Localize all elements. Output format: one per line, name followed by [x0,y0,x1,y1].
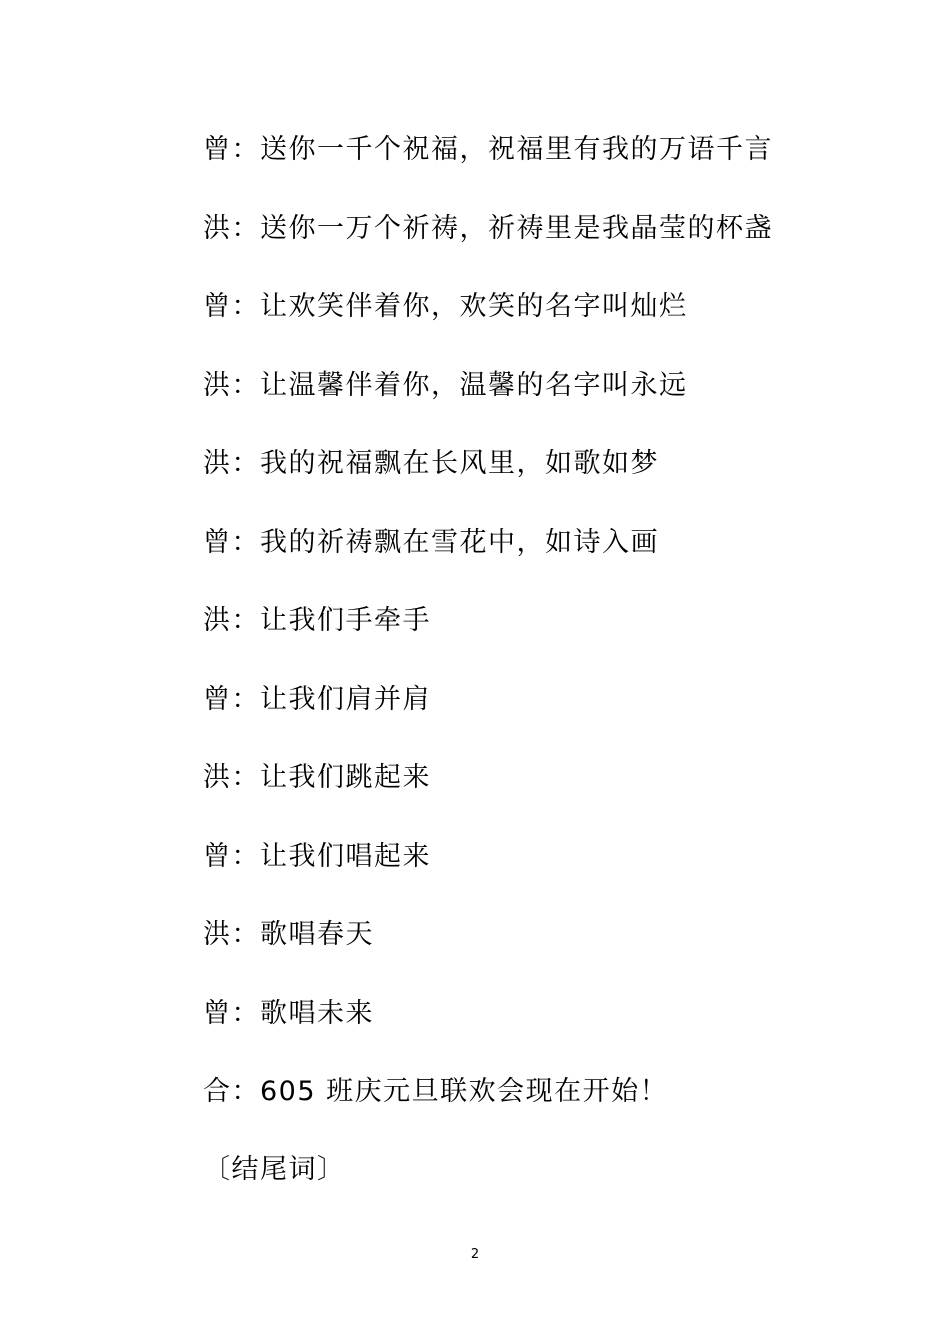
dialogue-line [203,285,903,364]
speaker-name: 曾 [203,683,232,715]
dialogue-line [203,992,903,1071]
section-heading: 〔结尾词〕 [203,1154,346,1185]
line-text: 让我们唱起来 [260,840,431,872]
speaker-name: 洪 [203,212,232,244]
line-text: 我的祝福飘在长风里，如歌如梦 [260,448,659,479]
speaker-separator: ： [231,212,260,244]
speaker-separator: ： [231,997,260,1029]
speaker-name: 洪 [203,448,232,479]
speaker-separator: ： [231,605,260,636]
dialogue-line [203,442,903,521]
line-text: 让我们手牵手 [260,605,431,636]
dialogue-lines [203,128,903,1149]
speaker-separator: ： [231,762,260,793]
dialogue-line [203,835,903,914]
speaker-separator: ： [231,683,260,715]
dialogue-line [203,128,903,207]
speaker-name: 洪 [203,369,232,401]
line-text: 送你一千个祝福，祝福里有我的万语千言 [260,134,773,165]
line-text: 送你一万个祈祷，祈祷里是我晶莹的杯盏 [260,212,773,244]
dialogue-line [203,364,903,443]
line-text: 让欢笑伴着你，欢笑的名字叫灿烂 [260,291,688,322]
line-text: 让我们跳起来 [260,762,431,793]
speaker-name: 洪 [203,762,232,793]
speaker-name: 曾 [203,134,232,165]
speaker-name: 曾 [203,291,232,322]
dialogue-line [203,599,903,678]
line-text: 歌唱春天 [260,919,374,950]
speaker-separator: ： [231,1076,260,1107]
speaker-separator: ： [231,291,260,322]
speaker-name: 洪 [203,605,232,636]
line-text: 歌唱未来 [260,997,374,1029]
speaker-separator: ： [231,840,260,872]
line-text: 605 班庆元旦联欢会现在开始！ [260,1076,669,1107]
speaker-separator: ： [231,448,260,479]
speaker-name: 曾 [203,997,232,1029]
speaker-name: 合 [203,1076,232,1107]
speaker-separator: ： [231,369,260,401]
speaker-name: 曾 [203,840,232,872]
dialogue-line [203,207,903,286]
page-number: 2 [470,1247,480,1262]
line-text: 我的祈祷飘在雪花中，如诗入画 [260,526,659,558]
speaker-name: 曾 [203,526,232,558]
line-text: 让我们肩并肩 [260,683,431,715]
line-text: 让温馨伴着你，温馨的名字叫永远 [260,369,688,401]
speaker-separator: ： [231,526,260,558]
dialogue-line [203,756,903,835]
speaker-name: 洪 [203,919,232,950]
dialogue-line [203,521,903,600]
speaker-separator: ： [231,919,260,950]
speaker-separator: ： [231,134,260,165]
dialogue-line [203,1070,903,1149]
dialogue-line [203,913,903,992]
dialogue-line [203,678,903,757]
